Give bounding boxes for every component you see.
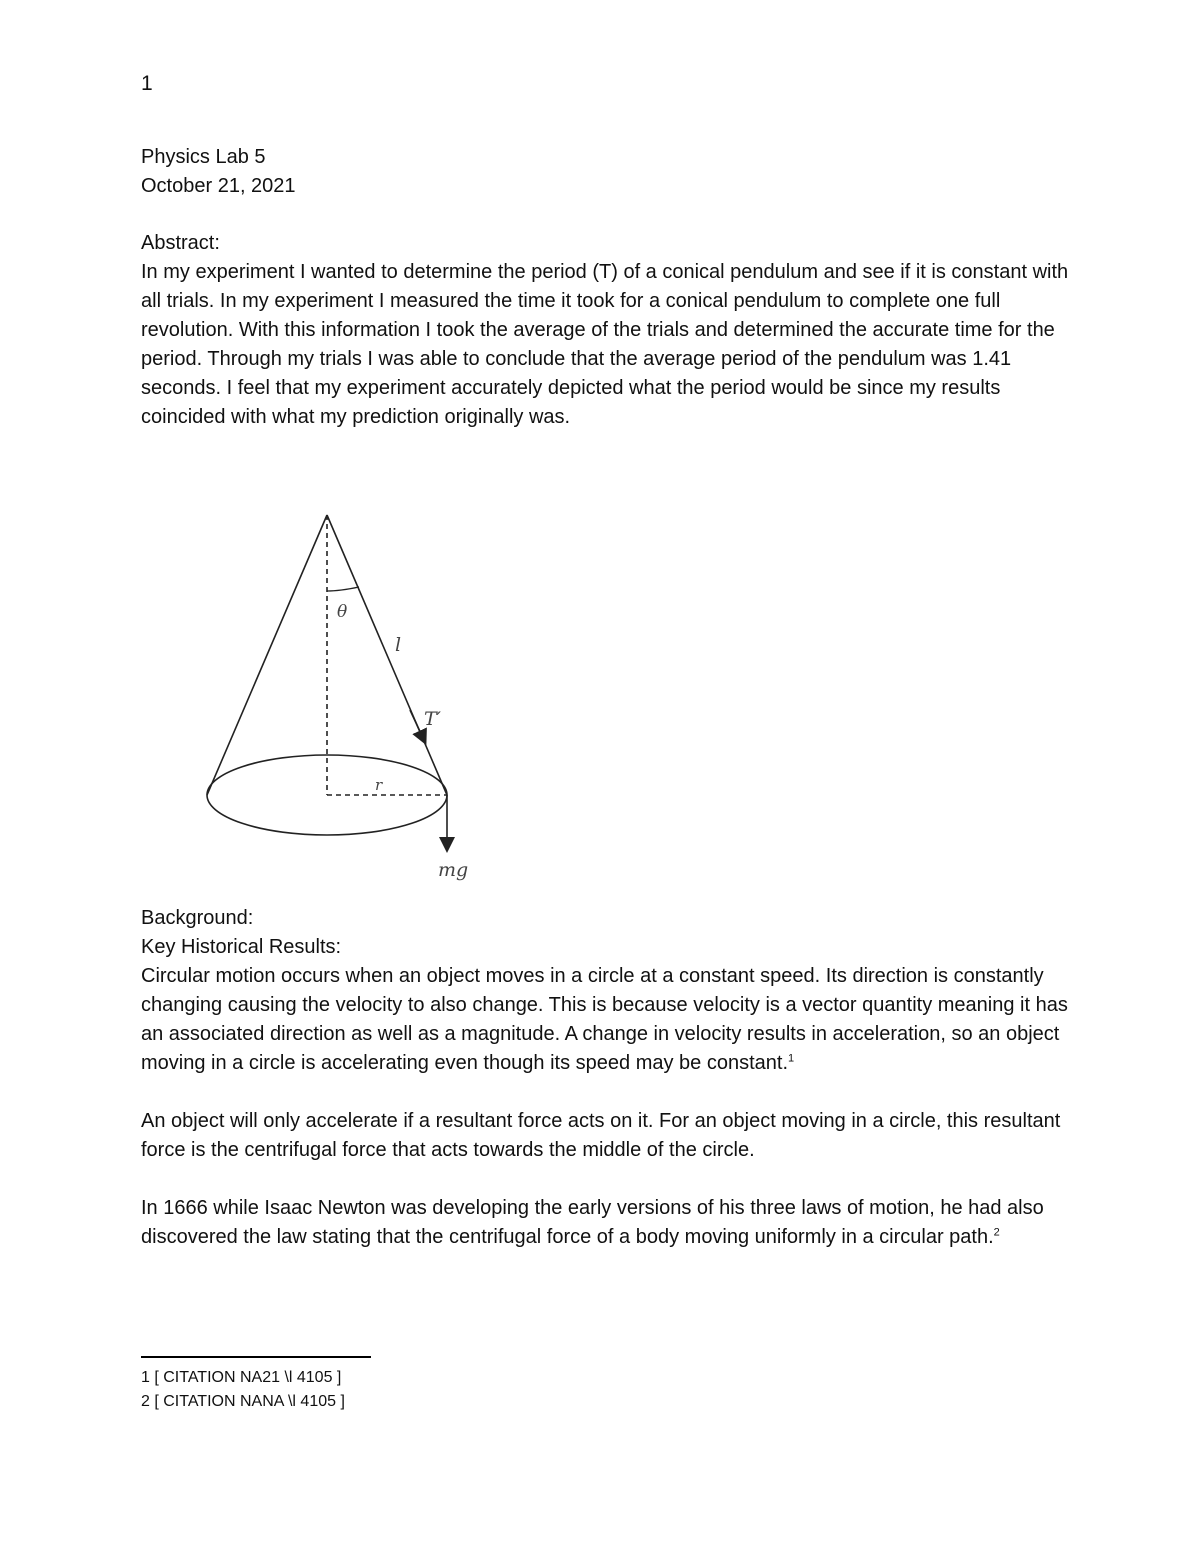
background-heading: Background: <box>141 907 254 929</box>
radius-label: r <box>375 776 383 794</box>
abstract-heading: Abstract: <box>141 232 220 254</box>
tension-arrow <box>410 710 423 738</box>
background-paragraph-2: An object will only accelerate if a resultant force acts on it. For an object moving in a circle, this resultant force is the centrifugal force that acts towards the middle of the circle. <box>141 1110 1061 1161</box>
abstract-section <box>141 229 1071 432</box>
footnote-separator <box>141 1356 371 1358</box>
conical-pendulum-svg <box>190 505 490 890</box>
cone-left-side <box>207 515 327 795</box>
footnote-2: 2 [ CITATION NANA \l 4105 ] <box>141 1393 345 1410</box>
weight-label: mg <box>438 859 469 881</box>
footnote-ref-1[interactable]: 1 <box>788 1052 795 1065</box>
theta-label: θ <box>337 602 348 622</box>
document-title: Physics Lab 5 <box>141 146 266 168</box>
page-number: 1 <box>141 72 153 95</box>
footnote-1: 1 [ CITATION NA21 \l 4105 ] <box>141 1369 342 1386</box>
footnotes <box>141 1366 345 1414</box>
footnote-ref-2[interactable]: 2 <box>993 1226 1000 1239</box>
length-label: l <box>395 634 402 656</box>
paragraph-gap <box>141 1165 1071 1194</box>
abstract-body: In my experiment I wanted to determine the period (T) of a conical pendulum and see if it is constant with all trials. In my experiment I measured the time it took for a conical pendulum to complete one full revolution. With this information I took the average of the trials and determined the accurate time for the period. Through my trials I was able to conclude that the average period of the pendulum was 1.41 seconds. I feel that my experiment accurately depicted what the period would be since my results coincided with what my prediction originally was. <box>141 261 1069 428</box>
paragraph-gap <box>141 1078 1071 1107</box>
background-section <box>141 904 1071 1252</box>
tension-label: T′ <box>424 708 441 730</box>
paragraph-1-text: Circular motion occurs when an object moves in a circle at a constant speed. Its direction is constantly changing causing the velocity to also change. This is because velocity is a vector quantity meaning it has an associated direction as well as a magnitude. A change in velocity results in acceleration, so an object moving in a circle is accelerating even though its speed may be constant. <box>141 965 1068 1074</box>
document-header <box>141 143 296 201</box>
paragraph-3-text: In 1666 while Isaac Newton was developing the early versions of his three laws of motion, he had also discovered the law stating that the centrifugal force of a body moving uniformly in a circular path. <box>141 1197 1044 1248</box>
background-subheading: Key Historical Results: <box>141 936 342 958</box>
background-paragraph-1 <box>141 962 1071 1078</box>
conical-pendulum-diagram <box>190 505 490 890</box>
document-date: October 21, 2021 <box>141 175 296 197</box>
background-paragraph-3 <box>141 1194 1071 1252</box>
cone-right-side <box>327 515 447 795</box>
angle-arc <box>327 587 359 591</box>
